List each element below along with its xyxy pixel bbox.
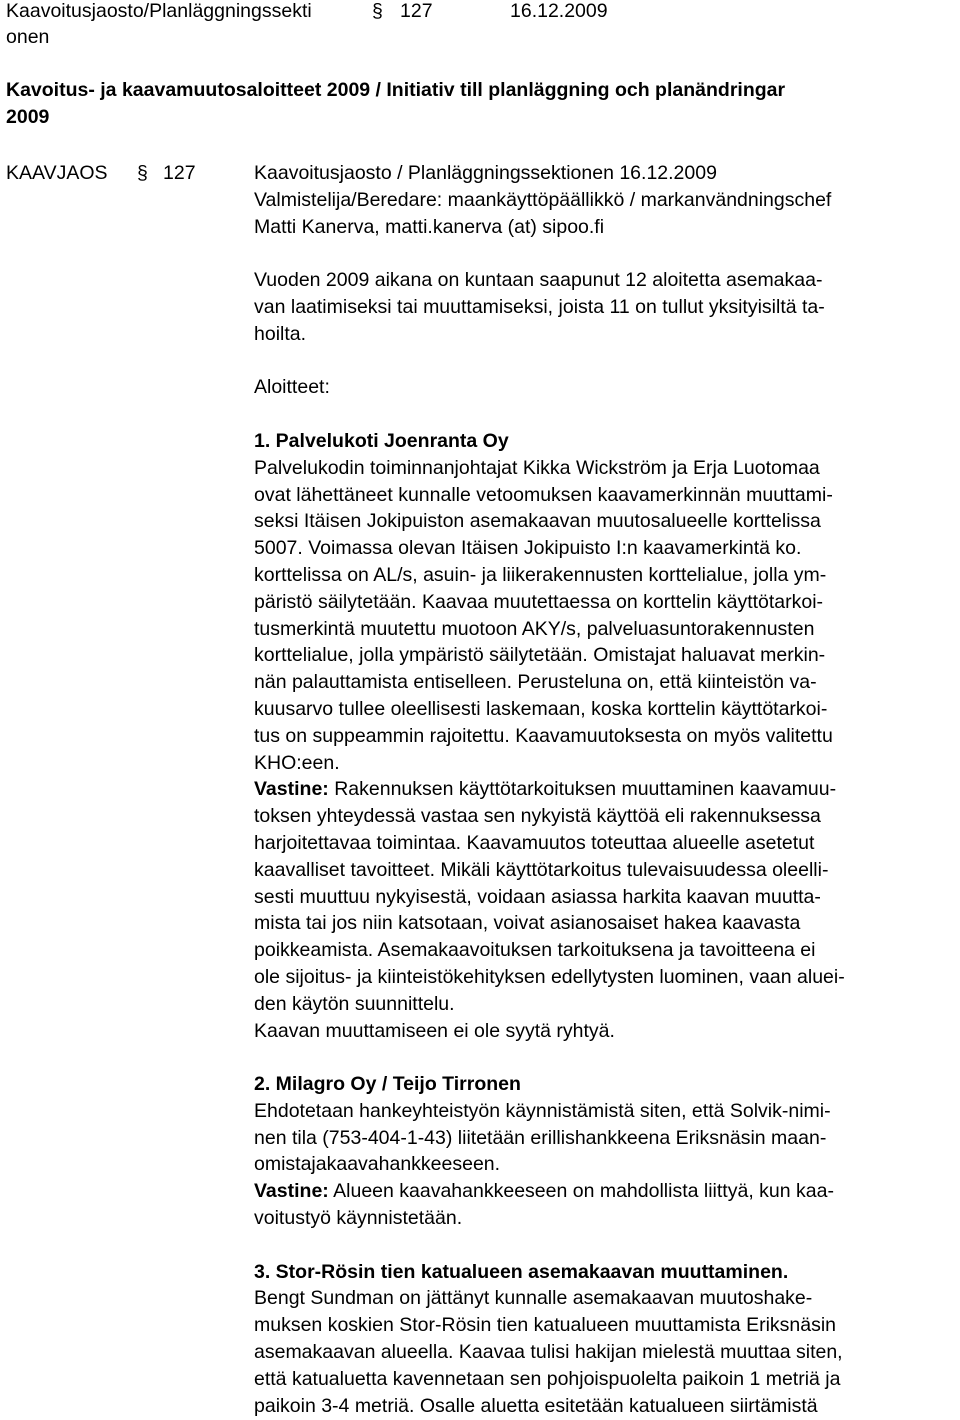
item1-line: kuusarvo tullee oleellisesti laskemaan, koska korttelin käyttötarkoi- — [254, 697, 828, 720]
item1-vastine-line: Kaavan muuttamiseen ei ole syytä ryhtyä. — [254, 1019, 615, 1042]
item1-line: 5007. Voimassa olevan Itäisen Jokipuisto I:n kaavamerkintä ko. — [254, 537, 802, 560]
intro-line: van laatimiseksi tai muuttamiseksi, joista 11 on tullut yksityisiltä ta- — [254, 295, 825, 318]
item1-vastine-line: sesti muuttuu nykyisestä, voidaan asiassa harkita kaavan muutta- — [254, 885, 821, 908]
item3-title: 3. Stor-Rösin tien katualueen asemakaavan muuttaminen. — [254, 1260, 789, 1283]
item1-vastine-line: toksen yhteydessä vastaa sen nykyistä käyttöä eli rakennuksessa — [254, 805, 821, 828]
item1-vastine-line: mista tai jos niin katsotaan, voivat asianosaiset hakea kaavasta — [254, 912, 801, 935]
item1-vastine-line: den käytön suunnittelu. — [254, 992, 455, 1015]
item2-line: nen tila (753-404-1-43) liitetään erillishankkeena Eriksnäsin maan- — [254, 1126, 827, 1149]
item1-line: ovat lähettäneet kunnalle vetoomuksen kaavamerkinnän muuttami- — [254, 483, 833, 506]
document-body — [254, 160, 954, 1419]
item1-line: korttelissa on AL/s, asuin- ja liikerakennusten korttelialue, jolla ym- — [254, 563, 827, 586]
header-date: 16.12.2009 — [510, 0, 608, 22]
item1-vastine-line — [254, 776, 954, 803]
item1-vastine-line: poikkeamista. Asemakaavoituksen tarkoituksena ja tavoitteena ei — [254, 939, 816, 962]
item1-line: Palvelukodin toiminnanjohtajat Kikka Wickström ja Erja Luotomaa — [254, 456, 820, 479]
header-paragraph-number: 127 — [400, 0, 433, 22]
paragraph-symbol: § — [372, 0, 383, 22]
document-title: Kavoitus- ja kaavamuutosaloitteet 2009 / Initiativ till planläggning och planändringar — [6, 79, 786, 101]
item1-line: seksi Itäisen Jokipuiston asemakaavan muutosalueelle korttelissa — [254, 510, 821, 533]
meta-paragraph-symbol: § — [137, 162, 148, 184]
intro-line: hoilta. — [254, 322, 307, 345]
item2-title: 2. Milagro Oy / Teijo Tirronen — [254, 1073, 521, 1096]
item2-line: omistajakaavahankkeeseen. — [254, 1153, 501, 1176]
item3-line: Bengt Sundman on jättänyt kunnalle asemakaavan muutoshake- — [254, 1287, 813, 1310]
item1-title: 1. Palvelukoti Joenranta Oy — [254, 429, 509, 452]
document-title-cont: 2009 — [6, 106, 50, 128]
item1-line: KHO:een. — [254, 751, 340, 774]
meta-paragraph-number: 127 — [163, 162, 196, 184]
item1-line: korttelialue, jolla ympäristö säilytetään. Omistajat haluavat merkin- — [254, 644, 826, 667]
item1-vastine-line: harjoitettavaa toimintaa. Kaavamuutos toteuttaa alueelle asetetut — [254, 831, 815, 854]
header-body-name-cont: onen — [6, 26, 50, 48]
header-body-name: Kaavoitusjaosto/Planläggningssekti — [6, 0, 312, 22]
item3-line: muksen koskien Stor-Rösin tien katualueen muuttamista Eriksnäsin — [254, 1314, 837, 1337]
item1-vastine-line: ole sijoitus- ja kiinteistökehityksen edellytysten luominen, vaan aluei- — [254, 965, 845, 988]
vastine-text: Rakennuksen käyttötarkoituksen muuttaminen kaavamuu- — [328, 778, 837, 801]
item1-line: päristö säilytetään. Kaavaa muutettaessa on korttelin käyttötarkoi- — [254, 590, 824, 613]
vastine-text: Alueen kaavahankkeeseen on mahdollista liittyä, kun kaa- — [328, 1180, 834, 1203]
meta-line: Matti Kanerva, matti.kanerva (at) sipoo.fi — [254, 215, 605, 238]
item3-line: että katualuetta kavennetaan sen pohjoispuolelta paikoin 1 metriä ja — [254, 1367, 841, 1390]
item1-line: tus on suppeammin rajoitettu. Kaavamuutoksesta on myös valitettu — [254, 724, 833, 747]
item3-line: paikoin 3-4 metriä. Osalle aluetta esitetään katualueen siirtämistä — [254, 1394, 818, 1417]
item2-line: Ehdotetaan hankeyhteistyön käynnistämistä siten, että Solvik-nimi- — [254, 1099, 831, 1122]
item1-line: nän palauttamista entiselleen. Perusteluna on, että kiinteistön va- — [254, 671, 817, 694]
meta-line: Kaavoitusjaosto / Planläggningssektionen 16.12.2009 — [254, 162, 717, 184]
item1-line: tusmerkintä muutettu muotoon AKY/s, palveluasuntorakennusten — [254, 617, 815, 640]
item2-vastine-line: voitustyö käynnistetään. — [254, 1207, 463, 1230]
vastine-label: Vastine: — [254, 1180, 329, 1203]
section-label: KAAVJAOS — [6, 162, 108, 184]
item2-vastine-line — [254, 1178, 954, 1205]
aloitteet-label: Aloitteet: — [254, 376, 330, 399]
item1-vastine-line: kaavalliset tavoitteet. Mikäli käyttötarkoitus tulevaisuudessa oleelli- — [254, 858, 829, 881]
vastine-label: Vastine: — [254, 778, 329, 801]
meta-line: Valmistelija/Beredare: maankäyttöpäällikkö / markanvändningschef — [254, 188, 832, 211]
intro-line: Vuoden 2009 aikana on kuntaan saapunut 12 aloitetta asemakaa- — [254, 269, 823, 292]
item3-line: asemakaavan alueella. Kaavaa tulisi hakijan mielestä muuttaa siten, — [254, 1341, 843, 1364]
